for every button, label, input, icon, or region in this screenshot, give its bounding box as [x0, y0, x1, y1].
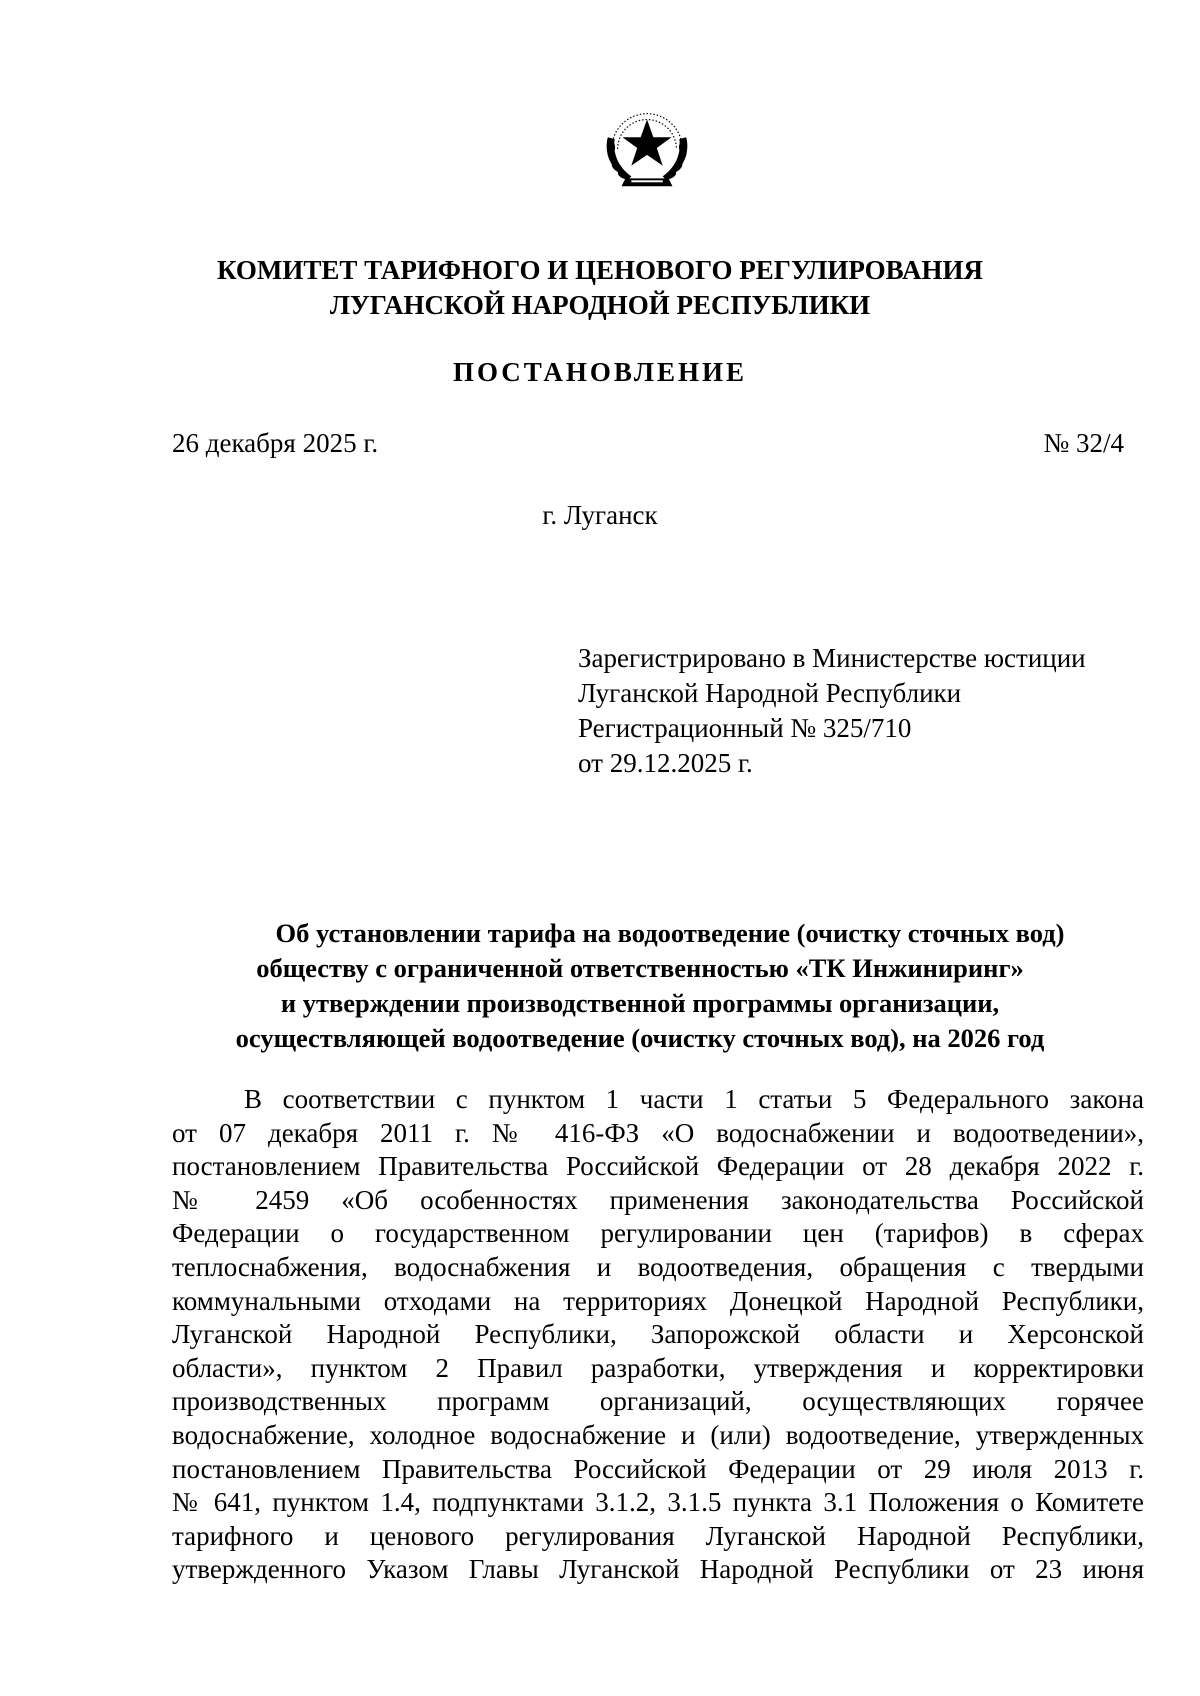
body-line: области», пунктом 2 Правил разработки, утверждения и корректировки: [172, 1352, 1144, 1383]
body-line: постановлением Правительства Российской Федерации от 28 декабря 2022 г.: [172, 1151, 1144, 1182]
body-line: постановлением Правительства Российской Федерации от 29 июля 2013 г.: [172, 1453, 1144, 1484]
body-line: Луганской Народной Республики, Запорожской области и Херсонской: [172, 1319, 1144, 1350]
body-line: теплоснабжения, водоснабжения и водоотведения, обращения с твердыми: [172, 1251, 1144, 1282]
org-name-line2: ЛУГАНСКОЙ НАРОДНОЙ РЕСПУБЛИКИ: [329, 290, 871, 320]
body-paragraph: [172, 1083, 1144, 1587]
body-line: № 2459 «Об особенностях применения законодательства Российской: [172, 1184, 1144, 1215]
body-line: коммунальными отходами на территориях Донецкой Народной Республики,: [172, 1285, 1144, 1316]
title-line: осуществляющей водоотведение (очистку сточных вод), на 2026 год: [235, 1023, 1045, 1053]
title-line: обществу с ограниченной ответственностью «ТК Инжиниринг»: [256, 953, 1024, 983]
body-line: № 641, пунктом 1.4, подпунктами 3.1.2, 3.1.5 пункта 3.1 Положения о Комитете: [172, 1487, 1144, 1518]
body-line: тарифного и ценового регулирования Луганской Народной Республики,: [172, 1520, 1144, 1551]
document-date: 26 декабря 2025 г.: [172, 428, 379, 458]
document-type: ПОСТАНОВЛЕНИЕ: [452, 357, 748, 387]
body-line: производственных программ организаций, осуществляющих горячее: [172, 1386, 1144, 1417]
org-name-line1: КОМИТЕТ ТАРИФНОГО И ЦЕНОВОГО РЕГУЛИРОВАНИЯ: [216, 255, 983, 285]
title-line: Об установлении тарифа на водоотведение (очистку сточных вод): [275, 918, 1065, 948]
registration-line: от 29.12.2025 г.: [578, 748, 753, 778]
registration-line: Луганской Народной Республики: [578, 678, 962, 708]
body-line: В соответствии с пунктом 1 части 1 статьи 5 Федерального закона: [244, 1084, 1144, 1114]
registration-line: Регистрационный № 325/710: [578, 713, 912, 743]
document-city: г. Луганск: [542, 500, 658, 530]
body-line: водоснабжение, холодное водоснабжение и (или) водоотведение, утвержденных: [172, 1419, 1144, 1450]
document-title: [150, 916, 1130, 1056]
registration-stamp: [578, 641, 1086, 781]
document-number: № 32/4: [1043, 428, 1124, 458]
body-line: утвержденного Указом Главы Луганской Народной Республики от 23 июня: [172, 1554, 1144, 1585]
body-line: Федерации о государственном регулировании цен (тарифов) в сферах: [172, 1218, 1144, 1249]
title-line: и утверждении производственной программы организации,: [280, 988, 1000, 1018]
registration-line: Зарегистрировано в Министерстве юстиции: [578, 643, 1086, 673]
republic-emblem-icon: [598, 98, 696, 196]
body-line: от 07 декабря 2011 г. № 416-ФЗ «О водоснабжении и водоотведении»,: [172, 1117, 1144, 1148]
